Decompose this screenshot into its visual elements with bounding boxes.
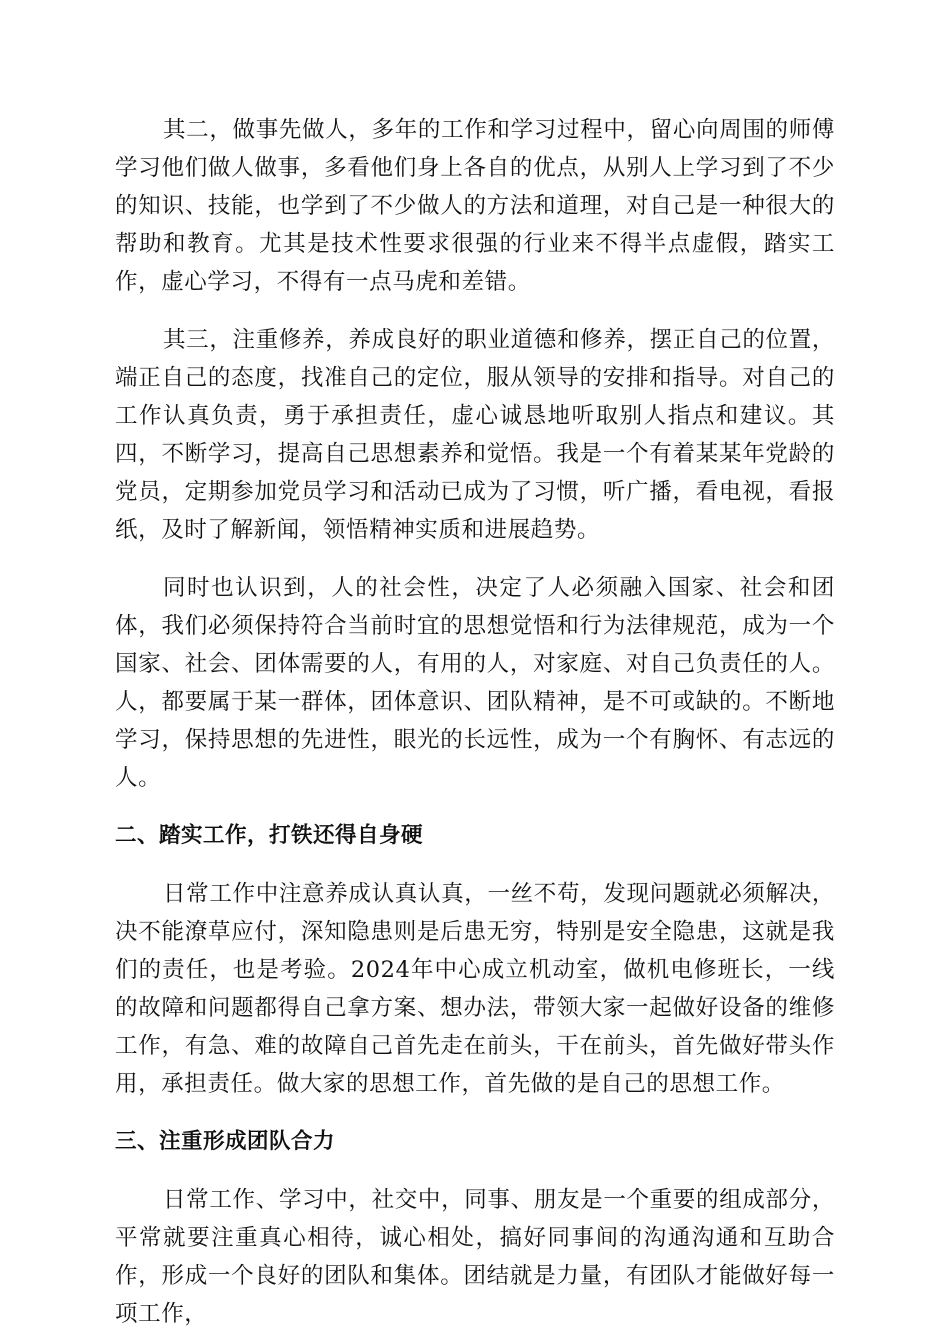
section-heading-2: 二、踏实工作，打铁还得自身硬 (115, 823, 424, 848)
paragraph-qi-san: 其三，注重修养，养成良好的职业道德和修养，摆正自己的位置，端正自己的态度，找准自己的定位，服从领导的安排和指导。对自己的工作认真负责，勇于承担责任，虚心诚恳地听取别人指点和建议。其四，不断学习，提高自己思想素养和觉悟。我是一个有着某某年党龄的党员，定期参加党员学习和活动已成为了习惯，听广播，看电视，看报纸，及时了解新闻，领悟精神实质和进展趋势。 (115, 327, 835, 543)
paragraph-tuandui: 日常工作、学习中，社交中，同事、朋友是一个重要的组成部分，平常就要注重真心相待，诚心相处，搞好同事间的沟通沟通和互助合作，形成一个良好的团队和集体。团结就是力量，有团队才能做好每一项工作， (115, 1187, 835, 1327)
paragraph-richang-gongzuo: 日常工作中注意养成认真认真，一丝不苟，发现问题就必须解决，决不能潦草应付，深知隐患则是后患无穷，特别是安全隐患，这就是我们的责任，也是考验。2024年中心成立机动室，做机电修班长，一线的故障和问题都得自己拿方案、想办法，带领大家一起做好设备的维修工作，有急、难的故障自己首先走在前头，干在前头，首先做好带头作用，承担责任。做大家的思想工作，首先做的是自己的思想工作。 (115, 881, 835, 1097)
section-heading-3: 三、注重形成团队合力 (115, 1129, 336, 1154)
document-body (115, 111, 835, 1333)
paragraph-qi-er: 其二，做事先做人，多年的工作和学习过程中，留心向周围的师傅学习他们做人做事，多看他们身上各自的优点，从别人上学习到了不少的知识、技能，也学到了不少做人的方法和道理，对自己是一种很大的帮助和教育。尤其是技术性要求很强的行业来不得半点虚假，踏实工作，虚心学习，不得有一点马虎和差错。 (115, 117, 835, 295)
paragraph-shehuixing: 同时也认识到，人的社会性，决定了人必须融入国家、社会和团体，我们必须保持符合当前时宜的思想觉悟和行为法律规范，成为一个国家、社会、团体需要的人，有用的人，对家庭、对自己负责任的人。人，都要属于某一群体，团体意识、团队精神，是不可或缺的。不断地学习，保持思想的先进性，眼光的长远性，成为一个有胸怀、有志远的人。 (115, 575, 835, 791)
